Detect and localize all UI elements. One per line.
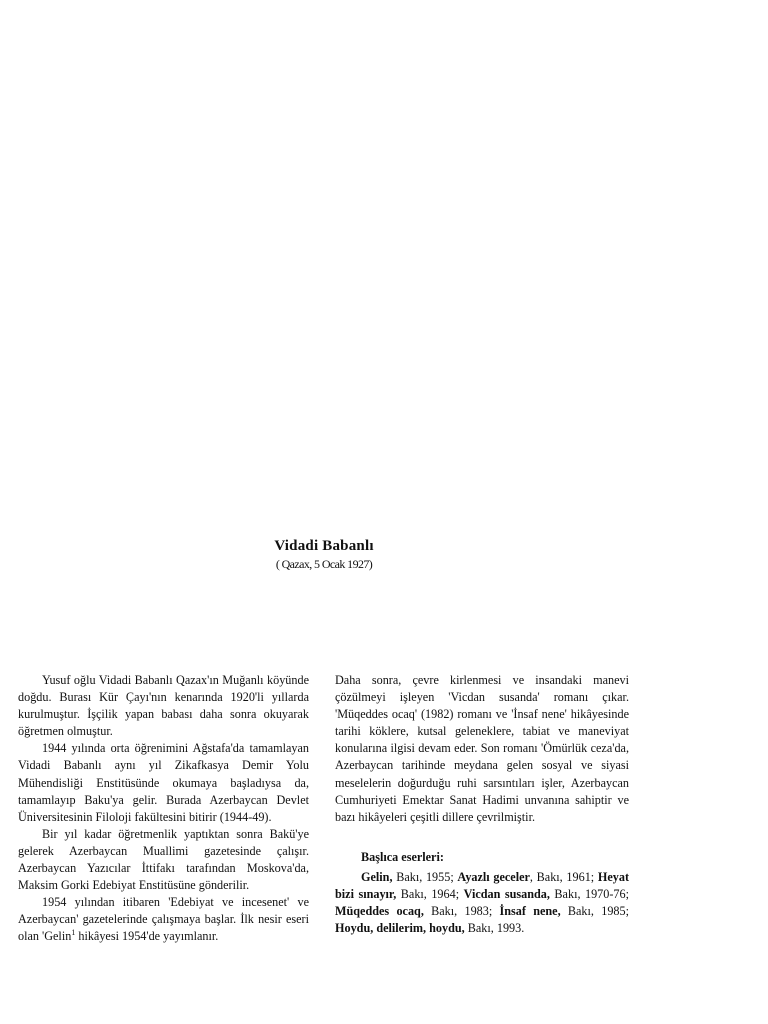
paragraph-later-works: Daha sonra, çevre kirlenmesi ve insandaki manevi çözülmeyi işleyen 'Vicdan susanda' romanı çıkar. 'Müqeddes ocaq' (1982) romanı ve 'İnsaf nene' hikâyesinde tarihi köklere, kutsal geleneklere, tabiat ve maneviyat konularına ilgisi devam eder. Son romanı 'Ömürlük ceza'da, Azerbaycan tarihinde meydana gelen sosyal ve siyasi meselelerin doğurduğu ruhi sarsıntıları işler, Azerbaycan Cumhuriyeti Emektar Sanat Hadimi unvanına sahiptir ve bazı hikâyeleri çeşitli dillere çevrilmiştir. (335, 673, 629, 824)
work-detail: Bakı, 1964; (396, 887, 464, 902)
paragraph-birth: Yusuf oğlu Vidadi Babanlı Qazax'ın Muğanlı köyünde doğdu. Burası Kür Çayı'nın kenarında 1920'li yıllarda kurulmuştur. İşçilik yapan babası daha sonra okuyarak öğretmen olmuştur. (18, 673, 309, 739)
work-title: İnsaf nene, (499, 904, 561, 919)
paragraph-career: Bir yıl kadar öğretmenlik yaptıktan sonra Bakü'ye gelerek Azerbaycan Muallimi gazetesinde çalışır. Azerbaycan Yazıcılar İttifakı tarafından Moskova'da, Maksim Gorki Edebiyat Enstitüsüne gönderilir. (18, 826, 309, 893)
paragraph-first-work (18, 894, 309, 945)
left-text-column (18, 672, 309, 946)
birth-place-date: ( Qazax, 5 Ocak 1927) (275, 557, 373, 571)
work-title: Müqeddes ocaq, (335, 904, 424, 919)
work-title: Ayazlı geceler (457, 869, 530, 884)
work-detail: Bakı, 1970-76; (549, 887, 629, 902)
right-text-column (335, 672, 629, 937)
works-heading: Başlıca eserleri: (361, 849, 444, 864)
first-work-text-end: hikâyesi 1954'de yayımlanır. (75, 929, 219, 944)
footnote-marker: 1 (71, 928, 76, 938)
paragraph-education: 1944 yılında orta öğrenimini Ağstafa'da tamamlayan Vidadi Babanlı aynı yıl Zikafkasya Demir Yolu Mühendisliği Enstitüsünde okumaya başladıysa da, tamamlayıp Baku'ya gelir. Burada Azerbaycan Devlet Üniversitesinin Filoloji fakültesini bitirir (1944-49). (18, 741, 309, 824)
work-title: Vicdan susanda, (463, 887, 550, 902)
work-title: Heyat bizi sınayır, (335, 869, 630, 902)
work-detail: Bakı, 1955; (392, 869, 458, 884)
works-list (335, 869, 629, 937)
work-detail: Bakı, 1985; (560, 904, 629, 919)
first-work-text: 1954 yılından itibaren 'Edebiyat ve incesenet' ve Azerbaycan' gazetelerinde çalışmaya başlar. İlk nesir eseri olan 'Gelin (18, 895, 309, 944)
work-detail: , Bakı, 1961; (529, 869, 598, 884)
work-title: Hoydu, delilerim, hoydu, (335, 921, 465, 936)
author-name-title: Vidadi Babanlı (274, 538, 374, 554)
work-title: Gelin, (361, 869, 393, 884)
work-detail: Bakı, 1993. (464, 921, 525, 936)
work-detail: Bakı, 1983; (423, 904, 500, 919)
